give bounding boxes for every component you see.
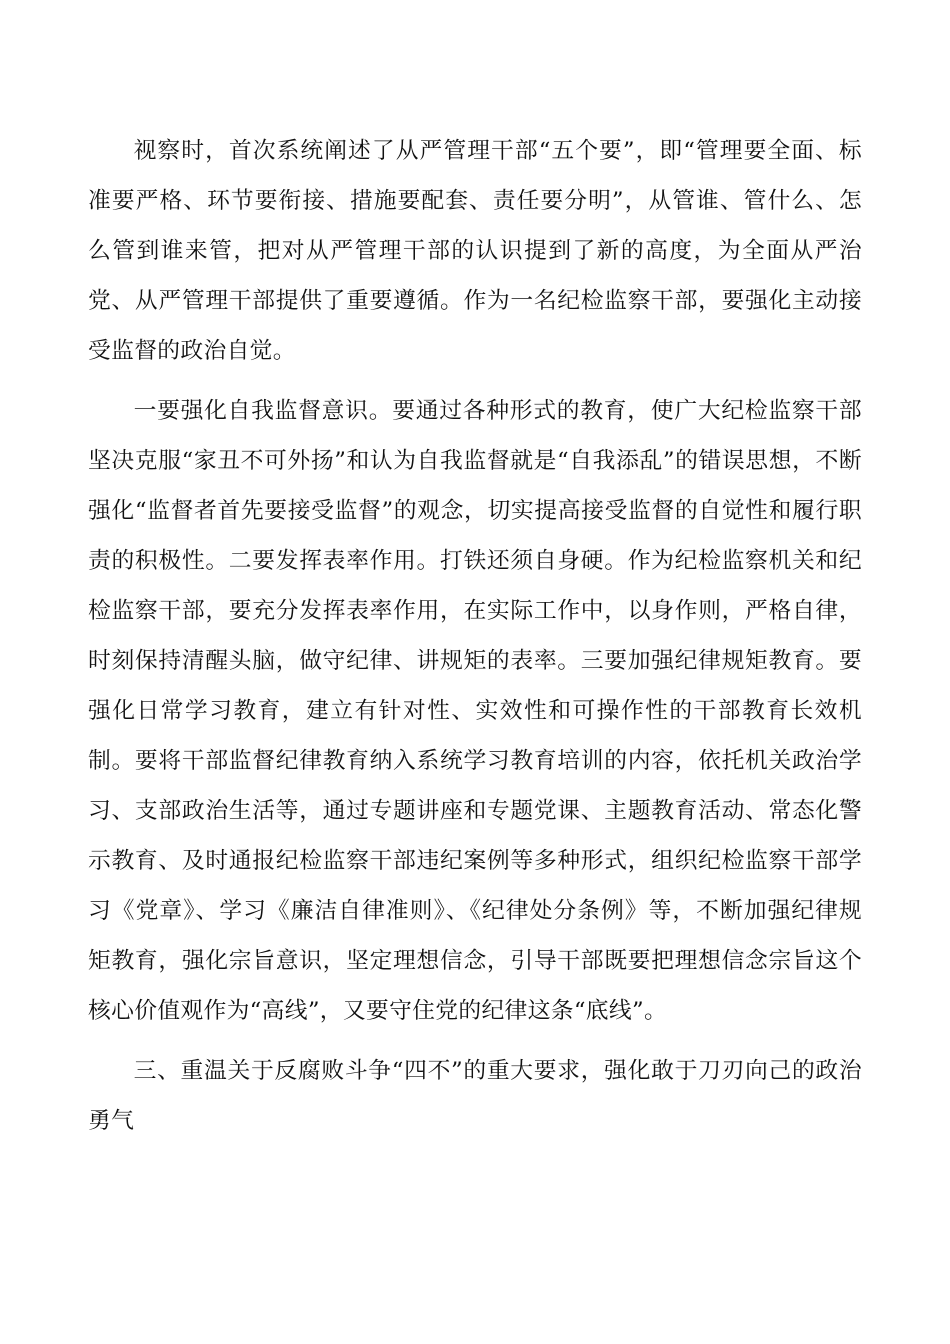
section-heading-three: 三、重温关于反腐败斗争“四不”的重大要求，强化敢于刀刃向己的政治勇气	[88, 1058, 862, 1134]
paragraph-continuation: 视察时，首次系统阐述了从严管理干部“五个要”，即“管理要全面、标准要严格、环节要衔接、措施要配套、责任要分明”，从管谁、管什么、怎么管到谁来管，把对从严管理干部的认识提到了新的高度，为全面从严治党、从严管理干部提供了重要遵循。作为一名纪检监察干部，要强化主动接受监督的政治自觉。	[88, 138, 862, 364]
document-body	[88, 126, 862, 1146]
paragraph-self-supervision: 一要强化自我监督意识。要通过各种形式的教育，使广大纪检监察干部坚决克服“家丑不可外扬”和认为自我监督就是“自我添乱”的错误思想，不断强化“监督者首先要接受监督”的观念，切实提高接受监督的自觉性和履行职责的积极性。二要发挥表率作用。打铁还须自身硬。作为纪检监察机关和纪检监察干部，要充分发挥表率作用，在实际工作中，以身作则，严格自律，时刻保持清醒头脑，做守纪律、讲规矩的表率。三要加强纪律规矩教育。要强化日常学习教育，建立有针对性、实效性和可操作性的干部教育长效机制。要将干部监督纪律教育纳入系统学习教育培训的内容，依托机关政治学习、支部政治生活等，通过专题讲座和专题党课、主题教育活动、常态化警示教育、及时通报纪检监察干部违纪案例等多种形式，组织纪检监察干部学习《党章》、学习《廉洁自律准则》、《纪律处分条例》等，不断加强纪律规矩教育，强化宗旨意识，坚定理想信念，引导干部既要把理想信念宗旨这个核心价值观作为“高线”，又要守住党的纪律这条“底线”。	[88, 398, 862, 1024]
